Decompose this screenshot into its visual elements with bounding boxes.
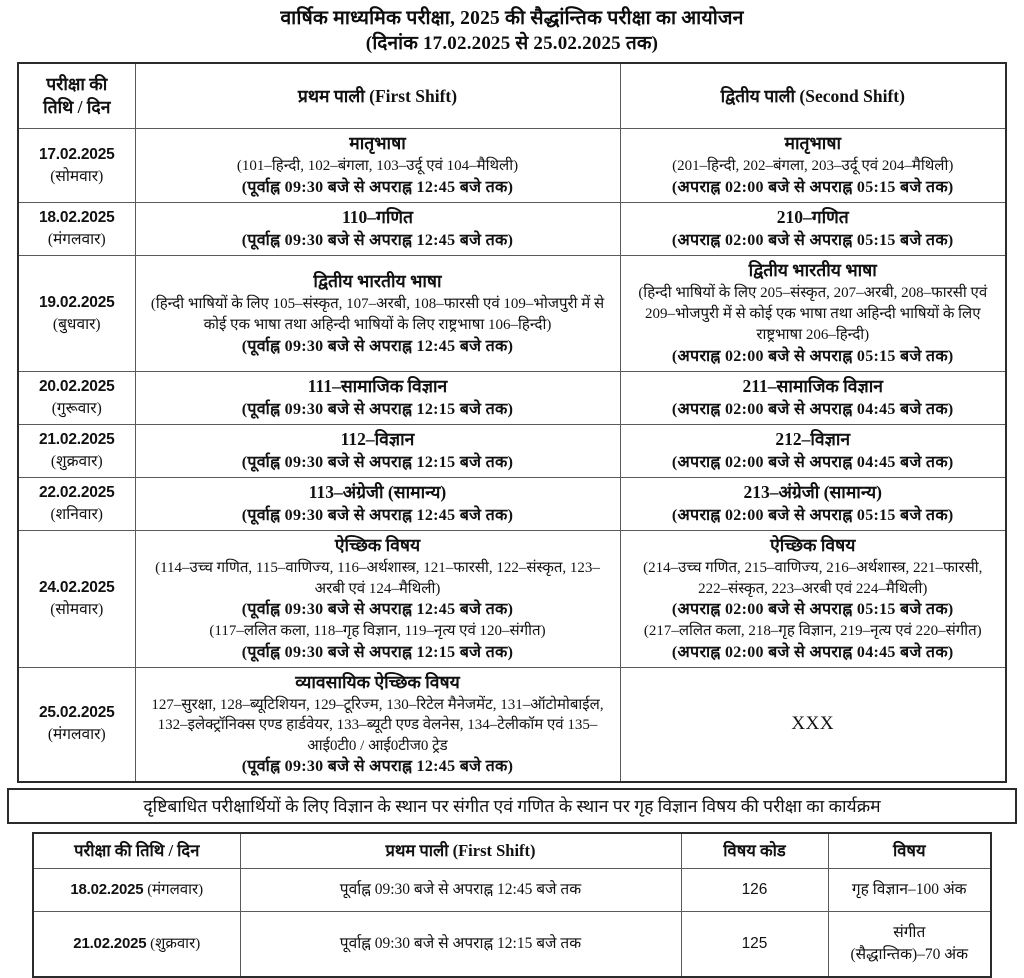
table-row-elective [18, 531, 1006, 668]
second-shift-cell [620, 203, 1006, 256]
exam-time: (पूर्वाह्न 09:30 बजे से अपराह्न 12:45 बजे तक) [241, 337, 514, 355]
table-row [18, 372, 1006, 425]
sub-exam-time: पूर्वाह्न 09:30 बजे से अपराह्न 12:45 बजे तक [240, 869, 681, 912]
exam-date: 22.02.2025 [38, 484, 115, 501]
sub-exam-day: (मंगलवार) [147, 882, 204, 898]
subject-name: मातृभाषा [349, 133, 406, 153]
exam-date-cell [18, 531, 135, 668]
exam-time: (अपराह्न 02:00 बजे से अपराह्न 04:45 बजे तक) [671, 401, 954, 418]
subject-name: 113–अंग्रेजी (सामान्य) [308, 482, 447, 502]
header-exam-date-line2: तिथि / दिन [43, 97, 111, 117]
subject-name: 110–गणित [341, 207, 414, 227]
second-shift-cell [620, 372, 1006, 425]
exam-date: 18.02.2025 [38, 209, 115, 226]
table-row [18, 478, 1006, 531]
exam-time-group-a: (पूर्वाह्न 09:30 बजे से अपराह्न 12:45 बजे तक) [241, 601, 514, 618]
table-row [18, 425, 1006, 478]
subject-codes-group-b: (117–ललित कला, 118–गृह विज्ञान, 119–नृत्य एवं 120–संगीत) [209, 623, 546, 639]
exam-time: (अपराह्न 02:00 बजे से अपराह्न 05:15 बजे तक) [671, 232, 954, 249]
sub-exam-date: 21.02.2025 [73, 935, 147, 952]
table-row [18, 129, 1006, 203]
exam-time: (पूर्वाह्न 09:30 बजे से अपराह्न 12:45 बजे तक) [241, 758, 514, 775]
first-shift-cell [135, 203, 620, 256]
second-shift-cell [620, 667, 1006, 782]
exam-day: (मंगलवार) [47, 726, 106, 744]
exam-day: (मंगलवार) [47, 231, 106, 248]
exam-day: (गुरूवार) [51, 400, 102, 417]
subject-name: द्वितीय भारतीय भाषा [313, 270, 442, 291]
subject-codes-group-b: (217–ललित कला, 218–गृह विज्ञान, 219–नृत्य एवं 220–संगीत) [643, 623, 982, 639]
sub-header-subject-code: विषय कोड [681, 833, 828, 869]
first-shift-cell [135, 256, 620, 372]
exam-day: (शुक्रवार) [50, 453, 103, 470]
visually-impaired-note: दृष्टिबाधित परीक्षार्थियों के लिए विज्ञान के स्थान पर संगीत एवं गणित के स्थान पर गृह विज्ञान विषय की परीक्षा का कार्यक्रम [7, 788, 1017, 824]
sub-subject-line1: संगीत [893, 924, 926, 941]
exam-date-cell [18, 425, 135, 478]
sub-exam-date: 18.02.2025 [70, 881, 144, 898]
sub-header-subject: विषय [828, 833, 991, 869]
exam-date: 25.02.2025 [38, 704, 115, 722]
exam-date-cell [18, 203, 135, 256]
exam-time: (पूर्वाह्न 09:30 बजे से अपराह्न 12:15 बजे तक) [241, 454, 514, 471]
subject-name: ऐच्छिक विषय [770, 535, 856, 555]
sub-exam-time: पूर्वाह्न 09:30 बजे से अपराह्न 12:15 बजे तक [240, 912, 681, 978]
first-shift-cell [135, 531, 620, 668]
exam-date: 24.02.2025 [38, 578, 115, 596]
first-shift-cell [135, 372, 620, 425]
table-row [18, 203, 1006, 256]
second-shift-cell [620, 129, 1006, 203]
subject-codes: 127–सुरक्षा, 128–ब्यूटिशियन, 129–टूरिज्म, 130–रिटेल मैनेजमेंट, 131–ऑटोमोबाईल, 132–इलेक्ट्रॉनिक्स एण्ड हार्डवेयर, 133–ब्यूटी एण्ड वेलनेस, 134–टेलीकॉम एवं 135–आई0टी0 / आई0टीज0 ट्रेड [151, 696, 604, 754]
exam-date-cell [18, 372, 135, 425]
no-exam-placeholder: XXX [791, 713, 835, 735]
subject-codes: (101–हिन्दी, 102–बंगला, 103–उर्दू एवं 104–मैथिली) [236, 158, 519, 174]
first-shift-cell [135, 667, 620, 782]
sub-subject-code: 126 [681, 869, 828, 912]
exam-date-cell [18, 256, 135, 372]
exam-time: (पूर्वाह्न 09:30 बजे से अपराह्न 12:15 बजे तक) [241, 401, 514, 418]
exam-date-cell [18, 478, 135, 531]
subject-name: 212–विज्ञान [775, 429, 851, 449]
sub-subject-line2: (सैद्धान्तिक)–70 अंक [850, 946, 969, 963]
sub-subject-code: 125 [681, 912, 828, 978]
subject-name: ऐच्छिक विषय [334, 535, 421, 555]
subject-name: 210–गणित [776, 207, 849, 227]
subject-codes-group-a: (214–उच्च गणित, 215–वाणिज्य, 216–अर्थशास्त्र, 221–फारसी, 222–संस्कृत, 223–अरबी एवं 224–मैथिली) [643, 560, 983, 597]
title-line-1: वार्षिक माध्यमिक परीक्षा, 2025 की सैद्धांन्तिक परीक्षा का आयोजन [280, 8, 744, 29]
sub-exam-date-cell [33, 912, 240, 978]
header-exam-date [18, 63, 135, 129]
sub-header-exam-date: परीक्षा की तिथि / दिन [33, 833, 240, 869]
table-header-row [18, 63, 1006, 129]
subject-codes-group-a: (114–उच्च गणित, 115–वाणिज्य, 116–अर्थशास्त्र, 121–फारसी, 122–संस्कृत, 123–अरबी एवं 124–मैथिली) [155, 560, 600, 597]
sub-exam-date-cell [33, 869, 240, 912]
second-shift-cell [620, 531, 1006, 668]
exam-time: (पूर्वाह्न 09:30 बजे से अपराह्न 12:45 बजे तक) [241, 232, 514, 249]
subject-name: 112–विज्ञान [340, 429, 415, 449]
exam-time: (अपराह्न 02:00 बजे से अपराह्न 04:45 बजे तक) [671, 454, 954, 471]
exam-date: 17.02.2025 [38, 145, 115, 163]
sub-subject-name [828, 912, 991, 978]
subject-name: 111–सामाजिक विज्ञान [307, 376, 448, 396]
page-title [0, 0, 1024, 56]
sub-table-row [33, 869, 991, 912]
table-row [18, 256, 1006, 372]
exam-time: (अपराह्न 02:00 बजे से अपराह्न 05:15 बजे तक) [671, 507, 954, 524]
exam-date: 21.02.2025 [38, 431, 115, 448]
subject-name: 213–अंग्रेजी (सामान्य) [743, 482, 882, 502]
exam-time: (अपराह्न 02:00 बजे से अपराह्न 05:15 बजे तक) [671, 179, 954, 196]
header-second-shift: द्वितीय पाली (Second Shift) [620, 63, 1006, 129]
first-shift-cell [135, 478, 620, 531]
exam-date-cell [18, 129, 135, 203]
header-exam-date-line1: परीक्षा की [46, 74, 108, 94]
sub-header-first-shift: प्रथम पाली (First Shift) [240, 833, 681, 869]
subject-codes: (201–हिन्दी, 202–बंगला, 203–उर्दू एवं 204–मैथिली) [672, 158, 954, 174]
exam-time: (अपराह्न 02:00 बजे से अपराह्न 05:15 बजे तक) [671, 348, 954, 365]
exam-day: (सोमवार) [50, 600, 104, 618]
sub-subject-name: गृह विज्ञान–100 अंक [828, 869, 991, 912]
exam-time-group-b: (पूर्वाह्न 09:30 बजे से अपराह्न 12:15 बजे तक) [241, 643, 514, 661]
exam-time: (पूर्वाह्न 09:30 बजे से अपराह्न 12:45 बजे तक) [241, 507, 514, 524]
subject-name: व्यावसायिक ऐच्छिक विषय [295, 671, 460, 692]
subject-codes: (हिन्दी भाषियों के लिए 105–संस्कृत, 107–अरबी, 108–फारसी एवं 109–भोजपुरी में से कोई एक भाषा तथा अहिन्दी भाषियों के लिए राष्ट्रभाषा 106–हिन्दी) [150, 295, 605, 333]
exam-time-group-a: (अपराह्न 02:00 बजे से अपराह्न 05:15 बजे तक) [671, 601, 954, 618]
first-shift-cell [135, 425, 620, 478]
subject-name: 211–सामाजिक विज्ञान [742, 376, 883, 396]
exam-day: (बुधवार) [52, 315, 101, 333]
sub-table-row [33, 912, 991, 978]
exam-time-group-b: (अपराह्न 02:00 बजे से अपराह्न 04:45 बजे तक) [671, 643, 954, 661]
second-shift-cell [620, 478, 1006, 531]
subject-codes: (हिन्दी भाषियों के लिए 205–संस्कृत, 207–अरबी, 208–फारसी एवं 209–भोजपुरी में से कोई एक भाषा तथा अहिन्दी भाषियों के लिए राष्ट्रभाषा 206–हिन्दी) [638, 285, 988, 343]
exam-date: 20.02.2025 [38, 378, 115, 395]
exam-date-cell [18, 667, 135, 782]
second-shift-cell [620, 256, 1006, 372]
header-first-shift: प्रथम पाली (First Shift) [135, 63, 620, 129]
second-shift-cell [620, 425, 1006, 478]
exam-day: (सोमवार) [50, 167, 104, 185]
table-row-vocational [18, 667, 1006, 782]
sub-exam-day: (शुक्रवार) [150, 936, 201, 952]
first-shift-cell [135, 129, 620, 203]
exam-day: (शनिवार) [50, 506, 103, 523]
main-exam-schedule-table [17, 62, 1007, 783]
subject-name: मातृभाषा [784, 133, 841, 153]
sub-table-header-row [33, 833, 991, 869]
exam-time: (पूर्वाह्न 09:30 बजे से अपराह्न 12:45 बजे तक) [241, 179, 514, 196]
subject-name: द्वितीय भारतीय भाषा [748, 260, 877, 280]
visually-impaired-schedule-table [32, 832, 992, 978]
exam-date: 19.02.2025 [38, 293, 115, 311]
title-line-2: (दिनांक 17.02.2025 से 25.02.2025 तक) [365, 33, 659, 54]
